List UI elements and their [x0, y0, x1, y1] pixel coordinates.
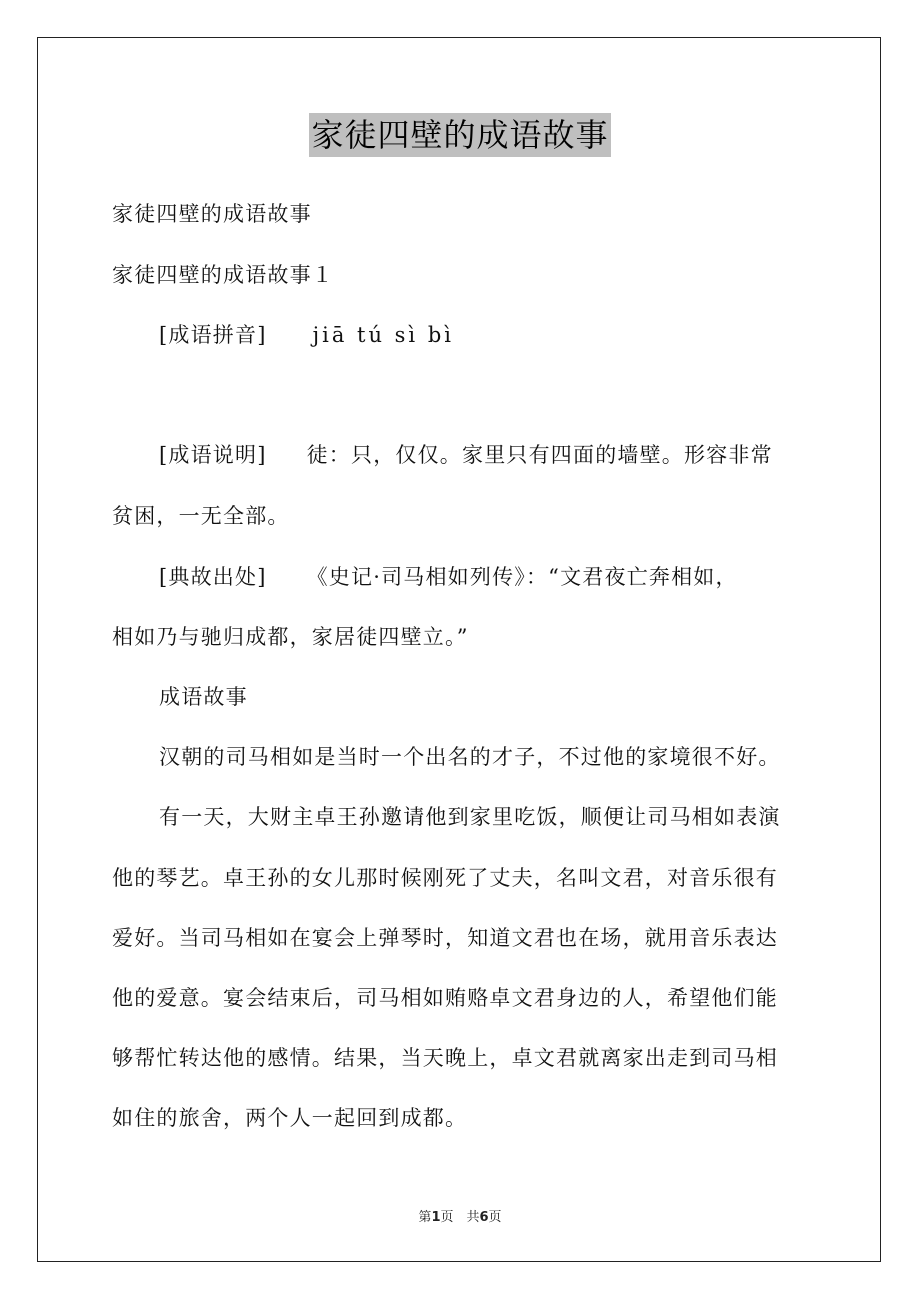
- title-container: [0, 113, 920, 157]
- explanation-line-1: [159, 440, 859, 470]
- pinyin-line: [159, 320, 859, 350]
- story-heading: 成语故事: [159, 685, 248, 709]
- source-line-1: [159, 562, 859, 592]
- source-text-1: 《史记·司马相如列传》：“文君夜亡奔相如，: [306, 565, 738, 589]
- paragraph-2-line-3: 爱好。当司马相如在宴会上弹琴时，知道文君也在场，就用音乐表达: [112, 926, 778, 950]
- paragraph-2-line-4: 他的爱意。宴会结束后，司马相如贿赂卓文君身边的人，希望他们能: [112, 986, 778, 1010]
- document-title: 家徒四壁的成语故事: [309, 113, 610, 157]
- paragraph-2-line-5: 够帮忙转达他的感情。结果，当天晚上，卓文君就离家出走到司马相: [112, 1046, 778, 1070]
- explanation-line-2: 贫困，一无全部。: [112, 504, 290, 528]
- footer-suffix: 页: [488, 1210, 502, 1225]
- footer-current-page: 1: [431, 1210, 441, 1225]
- page-footer: [0, 1206, 920, 1225]
- explanation-text-1: 徒：只，仅仅。家里只有四面的墙壁。形容非常: [306, 443, 773, 467]
- paragraph-1: 汉朝的司马相如是当时一个出名的才子，不过他的家境很不好。: [159, 745, 781, 769]
- paragraph-2-line-2: 他的琴艺。卓王孙的女儿那时候刚死了丈夫，名叫文君，对音乐很有: [112, 866, 778, 890]
- source-line-2: 相如乃与驰归成都，家居徒四壁立。”: [112, 625, 469, 649]
- pinyin-label: [成语拼音]: [159, 323, 267, 347]
- footer-mid: 页 共: [440, 1210, 480, 1225]
- source-label: [典故出处]: [159, 565, 267, 589]
- section-heading: 家徒四壁的成语故事１: [112, 263, 334, 287]
- pinyin-value: jiā tú sì bì: [312, 323, 454, 347]
- paragraph-2-line-1: 有一天，大财主卓王孙邀请他到家里吃饭，顺便让司马相如表演: [159, 805, 781, 829]
- footer-prefix: 第: [418, 1210, 432, 1225]
- footer-total-pages: 6: [479, 1210, 489, 1225]
- subtitle: 家徒四壁的成语故事: [112, 202, 312, 226]
- explanation-label: [成语说明]: [159, 443, 267, 467]
- paragraph-2-line-6: 如住的旅舍，两个人一起回到成都。: [112, 1106, 468, 1130]
